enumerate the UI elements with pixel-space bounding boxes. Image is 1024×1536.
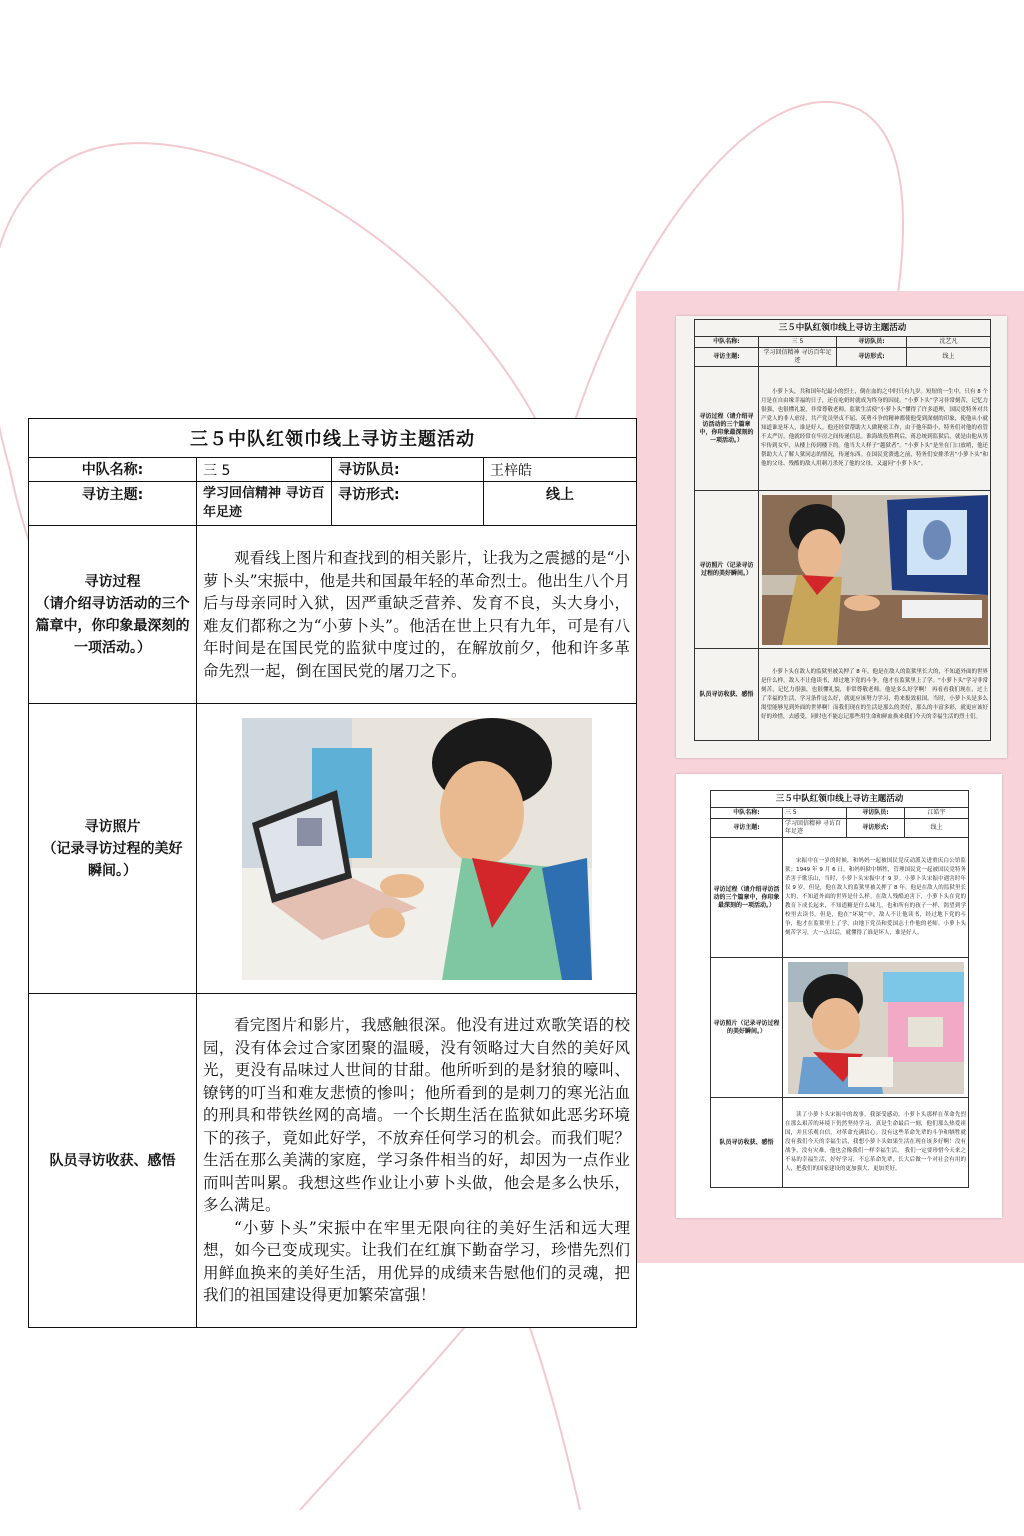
thumb1-squad-label: 中队名称: bbox=[695, 337, 759, 348]
thumb1-member-value: 沈艺凡 bbox=[907, 337, 991, 348]
process-label: 寻访过程 bbox=[84, 573, 141, 590]
thumb2-squad-value: 三 5 bbox=[783, 808, 847, 819]
member-label: 寻访队员: bbox=[332, 458, 484, 482]
thumb1-form-label: 寻访形式: bbox=[837, 348, 907, 367]
main-activity-sheet bbox=[28, 418, 636, 1328]
thumb2-process-label: 寻访过程（请介绍寻访活动的三个篇章中，你印象最深刻的一项活动。） bbox=[711, 838, 783, 958]
thumb1-theme-label: 寻访主题: bbox=[695, 348, 759, 367]
photo-cell bbox=[197, 704, 637, 994]
visit-photo-boy-laptop bbox=[242, 718, 592, 980]
thumb2-photo-label: 寻访照片（记录寻访过程的美好瞬间。） bbox=[711, 958, 783, 1098]
thumb1-photo-cell bbox=[759, 491, 991, 649]
reflection-label: 队员寻访收获、感悟 bbox=[29, 994, 197, 1328]
thumb2-process-cell bbox=[783, 838, 969, 958]
squad-value: 三 5 bbox=[197, 458, 332, 482]
squad-label: 中队名称: bbox=[29, 458, 197, 482]
process-label-cell bbox=[29, 526, 197, 704]
reflection-paragraph-2: “小萝卜头”宋振中在牢里无限向往的美好生活和远大理想，如今已变成现实。让我们在红旗下勤奋学习，珍惜先烈们用鲜血换来的美好生活，用优异的成绩来告慰他们的灵魂，把我们的祖国建设得更加繁荣富强！ bbox=[203, 1218, 630, 1304]
thumb2-reflection-label: 队员寻访收获、感悟 bbox=[711, 1098, 783, 1188]
form-label: 寻访形式: bbox=[332, 482, 484, 526]
thumb2-photo-cell bbox=[783, 958, 969, 1098]
thumb2-form-label: 寻访形式: bbox=[847, 819, 905, 838]
thumb1-form-value: 线上 bbox=[907, 348, 991, 367]
thumb1-title: 三５中队红领巾线上寻访主题活动 bbox=[695, 320, 991, 337]
thumbnail-sheet-2 bbox=[676, 774, 1002, 1218]
theme-value: 学习回信精神 寻访百年足迹 bbox=[197, 482, 332, 526]
thumb1-theme-value: 学习回信精神 寻访百年足迹 bbox=[759, 348, 837, 367]
thumbnail-sheet-1 bbox=[676, 316, 1007, 758]
photo-label-cell bbox=[29, 704, 197, 994]
process-text-cell bbox=[197, 526, 637, 704]
reflection-text-cell bbox=[197, 994, 637, 1328]
thumb2-reflection-text: 读了小萝卜头宋振中的故事，我深受感动。小萝卜头那样在革命先烈在那么艰苦的环境下仍然坚持学习，真是生命最后一刻，他们那么热爱祖国，并且乐观自信，对革命充满信心。没有这些革命先辈的斗争和牺牲就没有我们今天的幸福生活，我想小萝卜头如果生活在现在该多好啊！没有战争，没有灾难，他也会像我们一样幸福生活。 我们一定要珍惜今天来之不易的幸福生活，好好学习，不忘革命先辈，长大后做一个对社会有用的人，把我们的国家建设的更加强大、更加美好。 bbox=[785, 1112, 967, 1172]
member-value: 王梓皓 bbox=[484, 458, 637, 482]
photo-hint: （记录寻访过程的美好瞬间。） bbox=[42, 840, 183, 879]
process-hint: （请介绍寻访活动的三个篇章中，你印象最深刻的一项活动。） bbox=[35, 595, 190, 656]
thumb1-member-label: 寻访队员: bbox=[837, 337, 907, 348]
thumb2-member-value: 江皓宇 bbox=[905, 808, 969, 819]
thumb1-reflection-text: 小萝卜头在敌人的监狱里被关押了 8 年，他是在敌人的监狱里长大的，不知道外面的世界是什么样，敌人不让他读书，却过地下党的斗争，他才在监狱里上了学。“小萝卜头”学习非常刻苦，记忆力很强，也很懂礼貌，非常尊敬老师。他是多么好学啊！ 再看看我们现在，过上了幸福的生活，学习条件这么好，就更应该努力学习，将来报效祖国。当时，小萝卜头是多么渴望能够见到外面的世界啊！而我们现在的生活是那么的美好，那么的丰富多彩，就更应该好好的珍惜，去感受，同时也不能忘记那些用生命和鲜血换来我们今天的幸福生活的烈士们。 bbox=[761, 668, 989, 720]
form-value: 线上 bbox=[484, 482, 637, 526]
theme-label: 寻访主题: bbox=[29, 482, 197, 526]
thumb1-process-cell bbox=[759, 367, 991, 491]
thumb1-photo-girl-computer bbox=[762, 495, 988, 645]
thumb2-process-text: 宋振中在一岁的时候，和妈妈一起被国民党反动派关进重庆白公馆监狱；1949 年 9 月 6 日，和妈妈狱中牺牲，管理国民党一起被国民党特务杀害于歌乐山，当时，小萝卜头宋振中才 9 岁。小萝卜头宋振中遇害时年仅 9 岁。但是，他在敌人的监狱里被关押了 8 年。他是在敌人的监狱里长大的，不知道外面的世界是什么样。在敌人残酷迫害下，小萝卜头在党的教育下成长起来，不知道糖是什么味儿，也和所有的孩子一样，渴望到学校里去读书。但是，他在“坏境”中，敌人不让他读书，经过地下党的斗争，他才在监狱里上了学，由地下党员和爱国志士作他的老师。小萝卜头刻苦学习，大一点以后，就懂得了谁是坏人，谁是好人。 bbox=[785, 858, 967, 936]
thumb2-reflection-cell bbox=[783, 1098, 969, 1188]
thumb1-process-text: 小萝卜头，共和国年纪最小的烈士，倒在血的之中时只有九岁。短短的一生中，只有 8 个月是在自由缘幸福的日子，还在吃奶时就成为终身的囚徒。“小萝卜头”学习非常刻苦，记忆力很强，也很懂礼貌，非常尊敬老师。监狱生活使“小萝卜头”懂得了许多道理，国民党特务对共产党人的非人虐待，共产党员坚贞不屈、英勇斗争的精神都使他受到深刻的印象，使他从小就知道谁是坏人，谁是好人。他还经常帮助大人做秘密工作，由于他年龄小，特务们对他的看管不太严厉，他就经常在牢房之间传递信息。淮海战役胜利后，蒋总统到监狱后，就是由他从男牢传到女牢，从楼上传到楼下的。他当大人样子“越狱者”。“小萝卜头”是坐在门口放哨，他还帮助大人了解人狱同志的情况，传递东西。在国民党溃逃之前，特务们安排杀害“小萝卜头”和他的父母、残酷的敌人用刺刀杀死了他的父母，又逼问“小萝卜头”。 bbox=[761, 389, 989, 467]
thumb2-member-label: 寻访队员: bbox=[847, 808, 905, 819]
thumb2-theme-label: 寻访主题: bbox=[711, 819, 783, 838]
thumb2-form-value: 线上 bbox=[905, 819, 969, 838]
thumb1-reflection-label: 队员寻访收获、感悟 bbox=[695, 649, 759, 741]
thumb1-photo-label: 寻访照片（记录寻访过程的美好瞬间。） bbox=[695, 491, 759, 649]
thumb1-squad-value: 三 5 bbox=[759, 337, 837, 348]
thumb2-photo-boy-desk bbox=[788, 962, 964, 1094]
thumb2-theme-value: 学习回信精神 寻访百年足迹 bbox=[783, 819, 847, 838]
sheet-title: 三５中队红领巾线上寻访主题活动 bbox=[29, 419, 637, 458]
thumb2-squad-label: 中队名称: bbox=[711, 808, 783, 819]
reflection-paragraph-1: 看完图片和影片，我感触很深。他没有进过欢歌笑语的校园，没有体会过合家团聚的温暖，没有领略过大自然的美好风光，更没有品味过人世间的甘甜。他所听到的是豺狼的嚎叫、镣铐的叮当和难友悲愤的惨叫；他所看到的是刺刀的寒光沾血的刑具和带铁丝网的高墙。一个长期生活在监狱如此恶劣环境下的孩子，竟如此好学，不放弃任何学习的机会。而我们呢？生活在那么美满的家庭，学习条件相当的好，却因为一点作业而叫苦叫累。我想这些作业让小萝卜头做，他会是多么快乐，多么满足。 bbox=[203, 1016, 630, 1214]
photo-label: 寻访照片 bbox=[84, 818, 141, 835]
thumb1-process-label: 寻访过程（请介绍寻访活动的三个篇章中，你印象最深刻的一项活动。） bbox=[695, 367, 759, 491]
process-text: 观看线上图片和查找到的相关影片，让我为之震撼的是“小萝卜头”宋振中，他是共和国最年轻的革命烈士。他出生八个月后与母亲同时入狱，因严重缺乏营养、发育不良，头大身小，难友们都称之为“小萝卜头”。他活在世上只有九年，可是有八年时间是在国民党的监狱中度过的，在解放前夕，他和许多革命先烈一起，倒在国民党的屠刀之下。 bbox=[203, 549, 630, 680]
thumb1-reflection-cell bbox=[759, 649, 991, 741]
thumb2-title: 三５中队红领巾线上寻访主题活动 bbox=[711, 791, 969, 808]
